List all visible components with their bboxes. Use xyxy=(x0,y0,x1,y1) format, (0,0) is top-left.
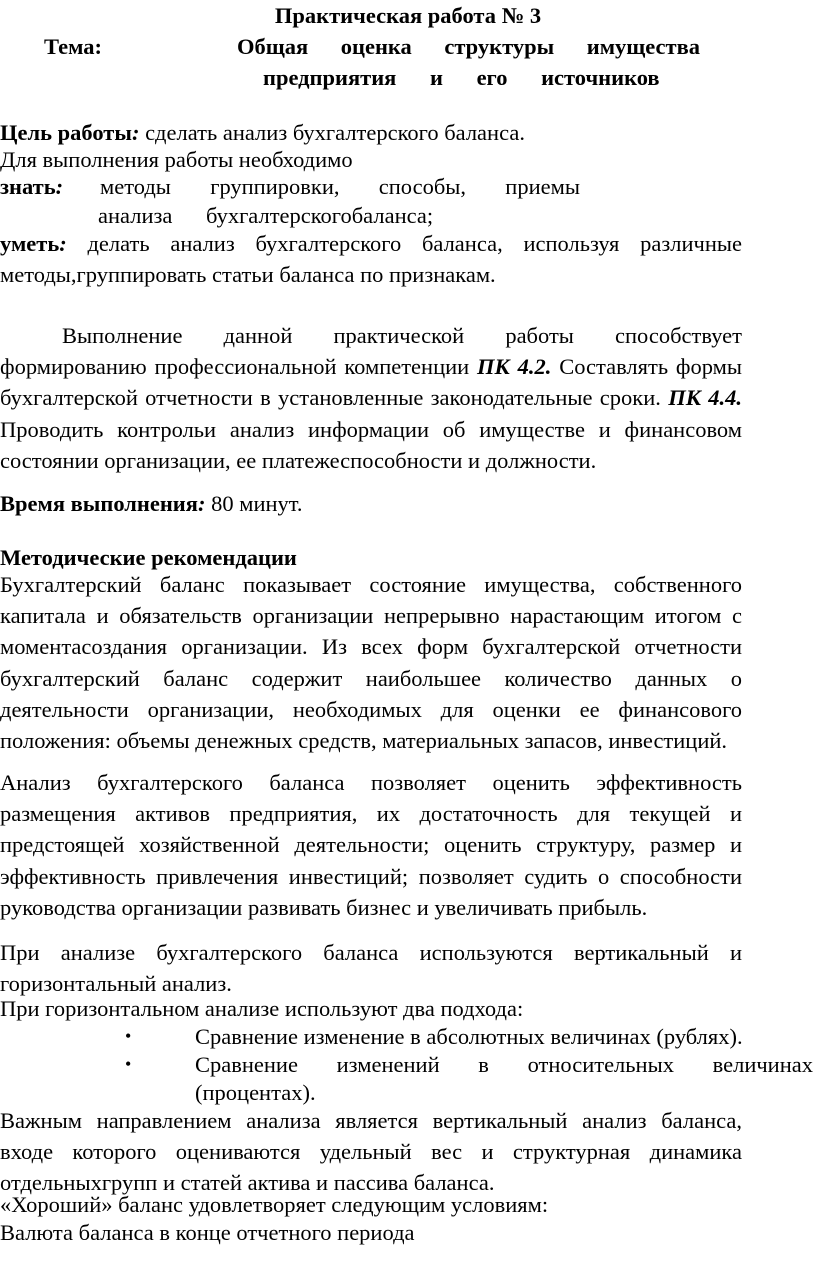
methodical-paragraph-1: Бухгалтерский баланс показывает состояние имущества, собственного капитала и обязательств организации непрерывно нарастающим итогом с моментасоздания организации. Из всех форм бухгалтерской отчетности бухгалтерский баланс содержит наибольшее количество данных о деятельности организации, необходимых для оценки ее финансового положения: объемы денежных средств, материальных запасов, инвестиций. xyxy=(0,572,742,754)
able-label: уметь xyxy=(0,231,60,256)
goal-label: Цель работы xyxy=(0,120,132,145)
time-value: 80 минут. xyxy=(205,491,303,516)
goal-colon: : xyxy=(131,120,140,145)
time-line xyxy=(0,488,742,519)
know-line-1: методы группировки, способы, приемы xyxy=(100,174,580,199)
page-title: Практическая работа № 3 xyxy=(274,3,542,28)
methodical-paragraph-4: При горизонтальном анализе используют два подхода: xyxy=(0,996,524,1021)
competence-code-1: ПК 4.2. xyxy=(477,354,552,380)
need-line: Для выполнения работы необходимо xyxy=(0,147,353,172)
time-label: Время выполнения xyxy=(0,491,198,516)
competence-code-2: ПК 4.4. xyxy=(668,385,742,411)
time-colon: : xyxy=(197,491,206,516)
bullet-item-2-cont: (процентах). xyxy=(195,1080,316,1105)
methodical-paragraph-5: Важным направлением анализа является вертикальный анализ баланса, входе которого оцениваются удельный вес и структурная динамика отдельныхгрупп и статей актива и пассива баланса. xyxy=(0,1108,742,1196)
methodical-paragraph-6: «Хороший» баланс удовлетворяет следующим условиям: xyxy=(0,1192,549,1217)
competence-part-3: Проводить контрольи анализ информации об имуществе и финансовом состоянии организации, ее платежеспособности и должности. xyxy=(0,416,742,473)
bullet-item-2: Сравнение изменений в относительных величинах xyxy=(195,1052,813,1077)
methodical-heading: Методические рекомендации xyxy=(0,545,297,570)
competence-part-1: Выполнение данной практической работы способствует формированию профессиональной компетенции xyxy=(0,323,742,380)
topic-label: Тема: xyxy=(44,34,103,59)
able-colon: : xyxy=(59,231,67,256)
bullet-marker: • xyxy=(125,1026,132,1046)
methodical-paragraph-2: Анализ бухгалтерского баланса позволяет оценить эффективность размещения активов предприятия, их достаточность для текущей и предстоящей хозяйственной деятельности; оценить структуру, размер и эффективность привлечения инвестиций; позволяет судить о способности руководства организации развивать бизнес и увеличивать прибыль. xyxy=(0,770,742,920)
competence-part-2: Составлять формы бухгалтерской отчетности в установленные законодательные сроки. xyxy=(0,354,743,411)
topic-line-2: предприятия и его источников xyxy=(263,65,660,90)
goal-text: сделать анализ бухгалтерского баланса. xyxy=(139,120,525,145)
know-colon: : xyxy=(55,174,64,199)
competence-paragraph xyxy=(0,320,742,476)
topic-line-1: Общая оценка структуры имущества xyxy=(237,34,700,59)
bullet-marker: • xyxy=(125,1054,132,1074)
know-label-wrap xyxy=(0,174,63,199)
bullet-item-1: Сравнение изменение в абсолютных величинах (рублях). xyxy=(195,1024,743,1049)
know-block xyxy=(0,171,742,228)
methodical-paragraph-3: При анализе бухгалтерского баланса используются вертикальный и горизонтальный анализ. xyxy=(0,940,742,997)
know-line-2: анализа бухгалтерскогобаланса; xyxy=(98,203,434,228)
know-label: знать xyxy=(0,174,56,199)
able-paragraph xyxy=(0,228,742,290)
methodical-paragraph-7: Валюта баланса в конце отчетного периода xyxy=(0,1220,415,1245)
able-text: делать анализ бухгалтерского баланса, используя различные методы,группировать статьи баланса по признакам. xyxy=(0,231,742,288)
